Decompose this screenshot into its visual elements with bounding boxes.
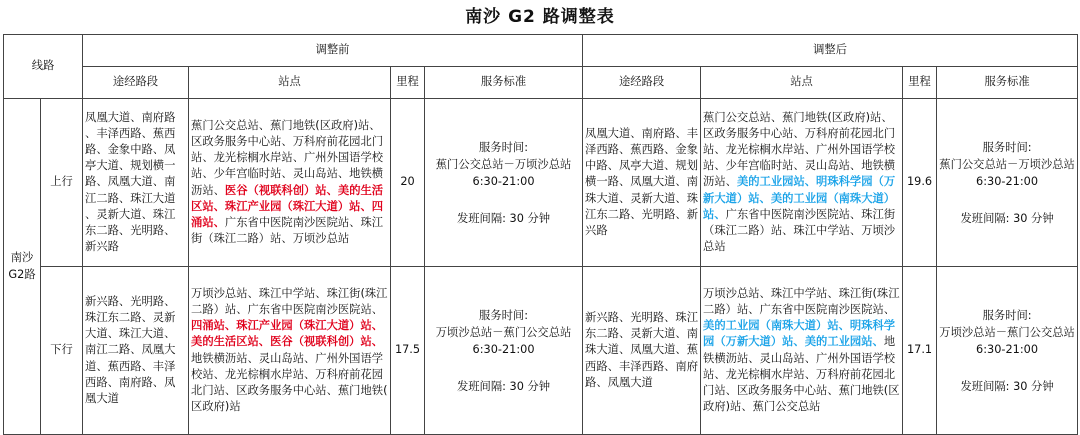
service-label: 服务时间: — [479, 308, 529, 322]
after-mileage-cell: 19.6 — [903, 99, 937, 267]
after-stops-cell — [701, 99, 903, 267]
added-stops-segment: 美的工业园站、明珠科学园（万新大道）站、美的工业园（南珠大道）站、 — [703, 175, 896, 221]
service-span: 万顷沙总站－蕉门公交总站 — [939, 325, 1075, 339]
stops-segment: 广东省中医院南沙医院站、珠江街（珠江二路）站、珠江中学站、万顷沙总站 — [703, 207, 896, 254]
table-row-up — [4, 99, 1078, 267]
service-hours: 6:30-21:00 — [472, 342, 535, 356]
service-label: 服务时间: — [982, 308, 1032, 322]
added-stops-segment: 美的工业园（南珠大道）站、明珠科学园（万新大道）站、美的工业园站、 — [703, 319, 896, 349]
after-via-cell: 凤凰大道、南府路、丰泽西路、蕉西路、金象中路、凤亭大道、规划横一路、凤凰大道、南珠大道、灵新大道、珠江东二路、光明路、新兴路 — [583, 99, 701, 267]
service-hours: 6:30-21:00 — [976, 342, 1039, 356]
header-before-mileage: 里程 — [391, 67, 425, 99]
stops-segment: 蕉门公交总站、蕉门地铁(区政府)站、区政务服务中心站、万科府前花园北门站、龙光棕榈水岸站、广州外国语学校站、少年宫临时站、灵山岛站、地铁横沥站、 — [191, 118, 384, 197]
before-mileage-cell: 17.5 — [391, 267, 425, 435]
after-stops-cell — [701, 267, 903, 435]
after-via-cell: 新兴路、光明路、珠江东二路、灵新大道、南珠大道、凤凰大道、蕉西路、丰泽西路、南府路、凤凰大道 — [583, 267, 701, 435]
stops-segment: 万顷沙总站、珠江中学站、珠江街(珠江二路）站、广东省中医院南沙医院站、 — [191, 286, 388, 316]
service-label: 服务时间: — [982, 140, 1032, 154]
route-name-cell — [4, 99, 41, 435]
header-before-via: 途经路段 — [83, 67, 189, 99]
before-service-cell — [425, 267, 583, 435]
before-via-cell: 凤凰大道、南府路、丰泽西路、蕉西路、金象中路、凤亭大道、规划横一路、凤凰大道、南江二路、珠江大道、灵新大道、珠江东二路、光明路、新兴路 — [83, 99, 189, 267]
service-hours: 6:30-21:00 — [472, 174, 535, 188]
before-via-cell: 新兴路、光明路、珠江东二路、灵新大道、珠江大道、南江二路、凤凰大道、蕉西路、丰泽西路、南府路、凤凰大道 — [83, 267, 189, 435]
route-name: 南沙G2路 — [8, 251, 36, 281]
header-after-via: 途经路段 — [583, 67, 701, 99]
stops-segment: 地铁横沥站、灵山岛站、广州外国语学校站、龙光棕榈水岸站、万科府前花园北门站、区政务服务中心站、蕉门地铁(区政府)站、蕉门公交总站 — [703, 335, 900, 414]
header-before-stops: 站点 — [189, 67, 391, 99]
before-service-cell — [425, 99, 583, 267]
service-label: 服务时间: — [479, 140, 529, 154]
header-before-service: 服务标准 — [425, 67, 583, 99]
direction-cell: 上行 — [41, 99, 83, 267]
header-after: 调整后 — [583, 35, 1078, 67]
before-stops-cell — [189, 99, 391, 267]
header-before: 调整前 — [83, 35, 583, 67]
stops-segment: 蕉门公交总站、蕉门地铁(区政府)站、区政务服务中心站、万科府前花园北门站、龙光棕榈水岸站、广州外国语学校站、少年宫临时站、灵山岛站、地铁横沥站、 — [703, 110, 896, 189]
page-title: 南沙 G2 路调整表 — [465, 7, 615, 27]
header-row-1 — [4, 35, 1078, 67]
direction-cell: 下行 — [41, 267, 83, 435]
removed-stops-segment: 四涌站、珠江产业园（珠江大道）站、美的生活区站、医谷（视联科创）站、 — [191, 319, 384, 349]
removed-stops-segment: 医谷（视联科创）站、美的生活区站、珠江产业园（珠江大道）站、四涌站、 — [191, 183, 384, 229]
header-row-2 — [4, 67, 1078, 99]
service-hours: 6:30-21:00 — [976, 174, 1039, 188]
before-stops-cell — [189, 267, 391, 435]
service-span: 万顷沙总站－蕉门公交总站 — [435, 325, 572, 339]
after-service-cell — [937, 99, 1078, 267]
service-interval: 发班间隔: 30 分钟 — [960, 379, 1054, 393]
after-service-cell — [937, 267, 1078, 435]
service-interval: 发班间隔: 30 分钟 — [960, 211, 1054, 225]
service-span: 蕉门公交总站－万顷沙总站 — [435, 157, 572, 171]
service-interval: 发班间隔: 30 分钟 — [456, 211, 551, 225]
adjustment-table — [3, 34, 1078, 435]
table-row-down — [4, 267, 1078, 435]
service-span: 蕉门公交总站－万顷沙总站 — [939, 157, 1075, 171]
service-interval: 发班间隔: 30 分钟 — [456, 379, 551, 393]
header-after-service: 服务标准 — [937, 67, 1078, 99]
after-mileage-cell: 17.1 — [903, 267, 937, 435]
before-mileage-cell: 20 — [391, 99, 425, 267]
stops-segment: 广东省中医院南沙医院站、珠江街（珠江二路）站、万顷沙总站 — [191, 215, 384, 246]
stops-segment: 地铁横沥站、灵山岛站、广州外国语学校站、龙光棕榈水岸站、万科府前花园北门站、区政务服务中心站、蕉门地铁(区政府)站 — [191, 351, 388, 414]
header-after-mileage: 里程 — [903, 67, 937, 99]
stops-segment: 万顷沙总站、珠江中学站、珠江街(珠江二路）站、广东省中医院南沙医院站、 — [703, 286, 900, 316]
header-after-stops: 站点 — [701, 67, 903, 99]
header-route: 线路 — [4, 35, 83, 99]
